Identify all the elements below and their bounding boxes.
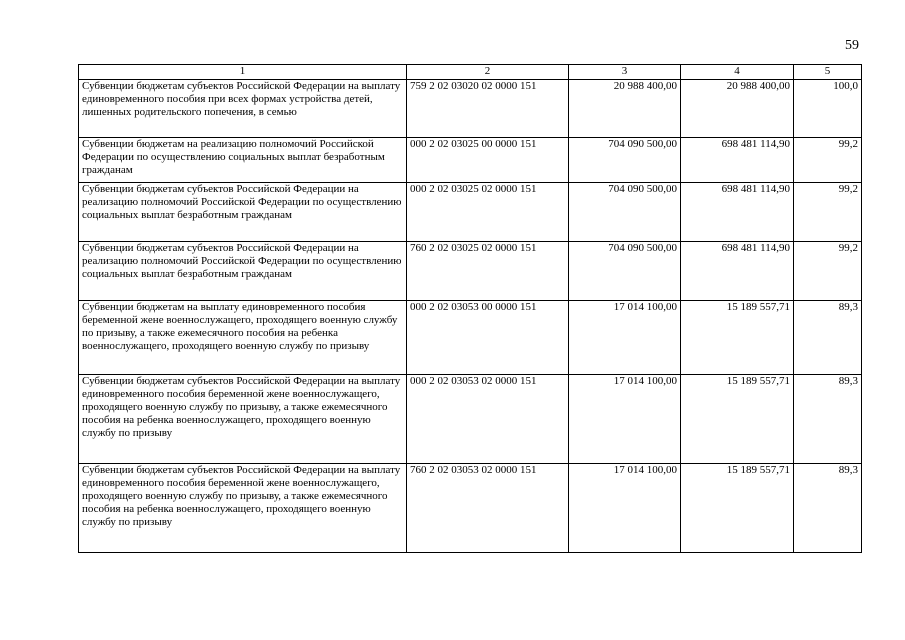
row-fact-amount: 15 189 557,71 (681, 301, 794, 375)
row-plan-amount: 17 014 100,00 (569, 464, 681, 553)
table-header-row (79, 65, 862, 80)
row-percent: 99,2 (794, 183, 862, 242)
row-percent: 89,3 (794, 301, 862, 375)
row-code: 000 2 02 03053 00 0000 151 (407, 301, 569, 375)
row-plan-amount: 20 988 400,00 (569, 80, 681, 138)
column-header-5: 5 (794, 65, 862, 80)
table-row (79, 138, 862, 183)
row-code: 759 2 02 03020 02 0000 151 (407, 80, 569, 138)
row-fact-amount: 698 481 114,90 (681, 242, 794, 301)
row-fact-amount: 15 189 557,71 (681, 464, 794, 553)
table-row (79, 375, 862, 464)
budget-table (78, 64, 862, 553)
row-code: 760 2 02 03025 02 0000 151 (407, 242, 569, 301)
row-plan-amount: 17 014 100,00 (569, 301, 681, 375)
row-percent: 89,3 (794, 375, 862, 464)
row-fact-amount: 698 481 114,90 (681, 138, 794, 183)
column-header-3: 3 (569, 65, 681, 80)
row-name: Субвенции бюджетам субъектов Российской Федерации на реализацию полномочий Российской Федерации по осуществлению социальных выплат безработным гражданам (79, 242, 407, 301)
row-code: 000 2 02 03053 02 0000 151 (407, 375, 569, 464)
row-name: Субвенции бюджетам субъектов Российской Федерации на выплату единовременного пособия беременной жене военнослужащего, проходящего военную службу по призыву, а также ежемесячного пособия на ребенка военнослужащего, проходящего военную службу по призыву (79, 375, 407, 464)
table-row (79, 464, 862, 553)
row-percent: 99,2 (794, 242, 862, 301)
row-code: 000 2 02 03025 02 0000 151 (407, 183, 569, 242)
row-percent: 99,2 (794, 138, 862, 183)
row-name: Субвенции бюджетам субъектов Российской Федерации на выплату единовременного пособия при всех формах устройства детей, лишенных родительского попечения, в семью (79, 80, 407, 138)
row-name: Субвенции бюджетам на реализацию полномочий Российской Федерации по осуществлению социальных выплат безработным гражданам (79, 138, 407, 183)
row-fact-amount: 20 988 400,00 (681, 80, 794, 138)
column-header-4: 4 (681, 65, 794, 80)
row-name: Субвенции бюджетам субъектов Российской Федерации на реализацию полномочий Российской Федерации по осуществлению социальных выплат безработным гражданам (79, 183, 407, 242)
row-fact-amount: 698 481 114,90 (681, 183, 794, 242)
column-header-1: 1 (79, 65, 407, 80)
row-name: Субвенции бюджетам субъектов Российской Федерации на выплату единовременного пособия беременной жене военнослужащего, проходящего военную службу по призыву, а также ежемесячного пособия на ребенка военнослужащего, проходящего военную службу по призыву (79, 464, 407, 553)
table-row (79, 242, 862, 301)
page-number: 59 (845, 38, 859, 53)
row-name: Субвенции бюджетам на выплату единовременного пособия беременной жене военнослужащего, проходящего военную службу по призыву, а также ежемесячного пособия на ребенка военнослужащего, проходящего военную службу по призыву (79, 301, 407, 375)
row-plan-amount: 704 090 500,00 (569, 242, 681, 301)
table-row (79, 80, 862, 138)
table-row (79, 183, 862, 242)
row-plan-amount: 704 090 500,00 (569, 183, 681, 242)
row-plan-amount: 704 090 500,00 (569, 138, 681, 183)
row-percent: 100,0 (794, 80, 862, 138)
table-row (79, 301, 862, 375)
row-percent: 89,3 (794, 464, 862, 553)
column-header-2: 2 (407, 65, 569, 80)
row-code: 000 2 02 03025 00 0000 151 (407, 138, 569, 183)
row-code: 760 2 02 03053 02 0000 151 (407, 464, 569, 553)
row-fact-amount: 15 189 557,71 (681, 375, 794, 464)
row-plan-amount: 17 014 100,00 (569, 375, 681, 464)
